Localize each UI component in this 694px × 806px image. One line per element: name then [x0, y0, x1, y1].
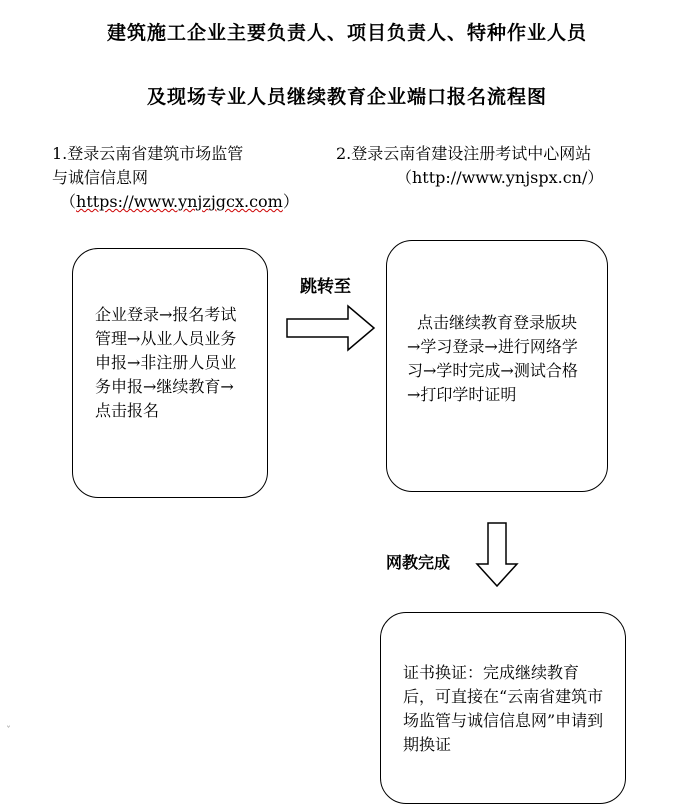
- arrow-label-online-done: 网教完成: [386, 553, 451, 572]
- title-line-1: 建筑施工企业主要负责人、项目负责人、特种作业人员: [106, 22, 587, 44]
- step-1-url-open: （: [60, 192, 77, 211]
- step-1-url: https://www.ynjzjgcx.com: [76, 192, 283, 211]
- flow-box-3-text: 证书换证：完成继续教育后，可直接在“云南省建筑市场监管与诚信信息网”申请到期换证: [403, 663, 604, 754]
- step-1-instruction: [52, 142, 332, 214]
- arrow-label-jump: 跳转至: [300, 277, 351, 297]
- step-1-text-line-1: 1.登录云南省建筑市场监管: [52, 144, 244, 163]
- margin-mark: ˇ: [6, 726, 11, 737]
- down-arrow-icon: [476, 522, 518, 588]
- flow-box-enterprise-registration: [72, 248, 268, 498]
- flow-box-1-text: 企业登录→报名考试管理→从业人员业务申报→非注册人员业务申报→继续教育→点击报名: [95, 305, 237, 420]
- step-2-text: 2.登录云南省建设注册考试中心网站: [336, 144, 592, 163]
- step-2-instruction: [336, 142, 666, 190]
- title-line-2: 及现场专业人员继续教育企业端口报名流程图: [146, 86, 547, 108]
- step-1-text-line-2: 与诚信信息网: [52, 168, 149, 187]
- step-1-url-close: ）: [282, 192, 299, 211]
- flow-box-online-learning: [386, 240, 608, 492]
- flow-box-2-text: 点击继续教育登录版块→学习登录→进行网络学习→学时完成→测试合格→打印学时证明: [407, 313, 578, 404]
- right-arrow-icon: [286, 304, 376, 352]
- step-1-url-line: [52, 190, 332, 214]
- flow-box-certificate-renewal: [380, 612, 626, 804]
- step-2-url: （http://www.ynjspx.cn/）: [396, 168, 604, 187]
